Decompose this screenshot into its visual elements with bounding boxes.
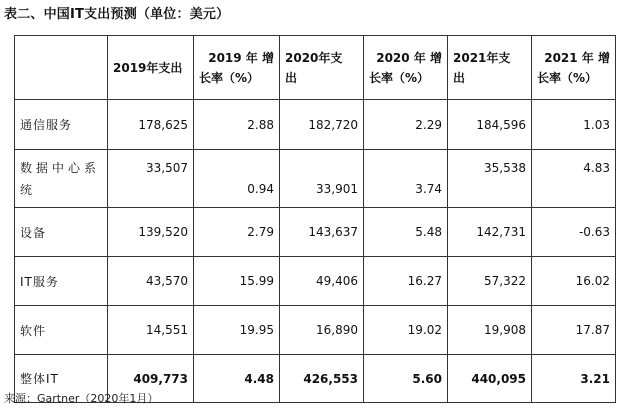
- value-cell: 4.83: [532, 150, 616, 208]
- value-cell: 184,596: [448, 100, 532, 150]
- header-line: 2021 年 增: [544, 50, 610, 65]
- value-cell: 43,570: [108, 257, 194, 306]
- value-cell: 5.48: [364, 208, 448, 257]
- value-cell: 2.79: [194, 208, 280, 257]
- header-line: 2019 年 增: [208, 50, 274, 65]
- table-row-software: [15, 306, 616, 355]
- value-cell: 19.95: [194, 306, 280, 355]
- header-cell-2020-growth: [364, 36, 448, 100]
- value-cell: 139,520: [108, 208, 194, 257]
- table-title: 表二、中国IT支出预测（单位：美元）: [4, 7, 230, 22]
- value-cell: 440,095: [448, 355, 532, 403]
- row-label: 软件: [15, 306, 108, 355]
- header-cell-2019-growth: [194, 36, 280, 100]
- header-cell-2019-spending: [108, 36, 194, 100]
- table-row-telecom-services: [15, 100, 616, 150]
- value-cell: 142,731: [448, 208, 532, 257]
- value-cell: 2.88: [194, 100, 280, 150]
- value-cell: 4.48: [194, 355, 280, 403]
- value-cell: 15.99: [194, 257, 280, 306]
- header-cell-2020-spending: [280, 36, 364, 100]
- value-cell: 14,551: [108, 306, 194, 355]
- value-cell: 49,406: [280, 257, 364, 306]
- row-label: [15, 150, 108, 208]
- header-row: [15, 36, 616, 100]
- value-cell: 19.02: [364, 306, 448, 355]
- value-cell: 17.87: [532, 306, 616, 355]
- header-line: 2019年支出: [113, 60, 183, 75]
- value-cell: 33,507: [108, 150, 194, 208]
- header-line: 2020 年 增: [376, 50, 442, 65]
- header-cell-2021-spending: [448, 36, 532, 100]
- header-line: 出: [285, 70, 298, 85]
- row-label-line: 数据中心系: [20, 160, 101, 175]
- table-row-it-services: [15, 257, 616, 306]
- table-row-data-center-systems: [15, 150, 616, 208]
- value-cell: 178,625: [108, 100, 194, 150]
- value-cell: 3.21: [532, 355, 616, 403]
- value-cell: 143,637: [280, 208, 364, 257]
- value-cell: 16.27: [364, 257, 448, 306]
- header-line: 长率（%）: [369, 70, 430, 85]
- value-cell: 35,538: [448, 150, 532, 208]
- value-cell: 426,553: [280, 355, 364, 403]
- value-cell: 3.74: [364, 150, 448, 208]
- row-label-line: 统: [20, 182, 37, 197]
- header-line: 长率（%）: [199, 70, 260, 85]
- value-cell: 16,890: [280, 306, 364, 355]
- value-cell: 409,773: [108, 355, 194, 403]
- header-line: 长率（%）: [537, 70, 598, 85]
- it-spending-table: [14, 35, 616, 403]
- source-note: 来源：Gartner（2020年1月）: [4, 392, 159, 405]
- value-cell: 1.03: [532, 100, 616, 150]
- value-cell: 0.94: [194, 150, 280, 208]
- row-label: 整体IT: [15, 355, 108, 403]
- row-label: 通信服务: [15, 100, 108, 150]
- value-cell: 33,901: [280, 150, 364, 208]
- value-cell: -0.63: [532, 208, 616, 257]
- value-cell: 2.29: [364, 100, 448, 150]
- header-line: 2021年支: [453, 50, 511, 65]
- value-cell: 19,908: [448, 306, 532, 355]
- value-cell: 16.02: [532, 257, 616, 306]
- row-label: IT服务: [15, 257, 108, 306]
- header-line: 2020年支: [285, 50, 343, 65]
- header-line: 出: [453, 70, 466, 85]
- value-cell: 5.60: [364, 355, 448, 403]
- header-cell-blank: [15, 36, 108, 100]
- table-row-devices: [15, 208, 616, 257]
- row-label: 设备: [15, 208, 108, 257]
- header-cell-2021-growth: [532, 36, 616, 100]
- value-cell: 182,720: [280, 100, 364, 150]
- value-cell: 57,322: [448, 257, 532, 306]
